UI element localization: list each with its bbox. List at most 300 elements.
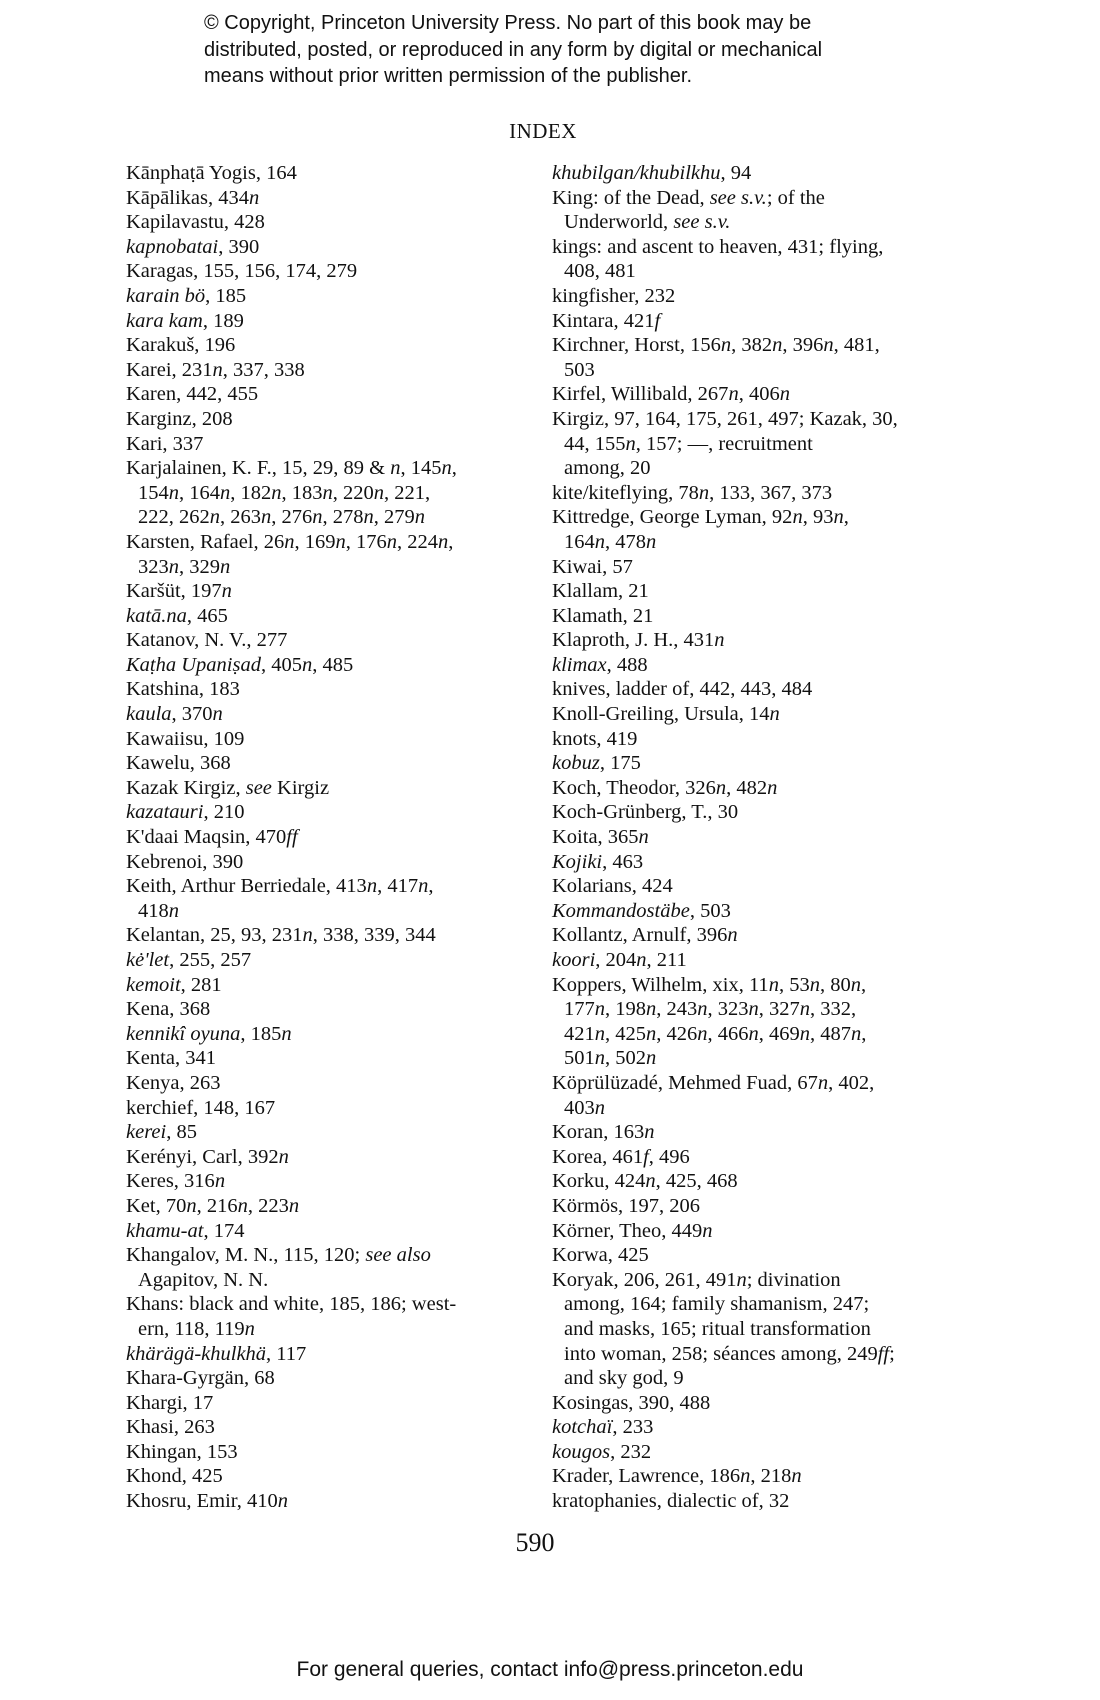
index-text: see s.v.	[673, 211, 731, 234]
index-text: Kawelu, 368	[126, 752, 231, 775]
index-text: n	[646, 530, 657, 553]
index-entry	[552, 899, 972, 924]
index-text: King: of the Dead,	[552, 186, 710, 209]
index-text: into woman, 258; séances among, 249	[564, 1342, 878, 1365]
index-text: n	[748, 998, 759, 1021]
index-entry	[126, 579, 546, 604]
index-text: , 426	[656, 1022, 698, 1045]
index-text: Kāpālikas, 434	[126, 186, 249, 209]
index-text: kaula	[126, 703, 172, 726]
index-text: n	[373, 481, 384, 504]
index-text: , 94	[720, 162, 752, 184]
index-text: n	[638, 826, 649, 849]
index-text: n	[715, 776, 727, 799]
index-text: kara kam	[126, 309, 203, 332]
footer-contact: For general queries, contact info@press.princeton.edu	[296, 1658, 804, 1681]
index-text: Ket, 70	[126, 1194, 187, 1217]
index-text: Körmös, 197, 206	[552, 1194, 701, 1217]
copyright-line: means without prior written permission of the publisher.	[204, 65, 693, 87]
index-entry	[126, 1046, 546, 1071]
index-text: , 279	[373, 506, 415, 529]
index-text: , 463	[602, 850, 644, 873]
index-text: n	[220, 481, 231, 504]
index-text: n	[168, 555, 179, 578]
index-text: Kenya, 263	[126, 1071, 221, 1094]
index-text: n	[779, 383, 790, 406]
index-entry	[552, 309, 972, 334]
index-text: Krader, Lawrence, 186	[552, 1465, 741, 1488]
index-text: Kirgiz, 97, 164, 175, 261, 497; Kazak, 30,	[552, 407, 898, 430]
index-text: n	[799, 1022, 810, 1045]
index-entry-continuation	[552, 1096, 972, 1121]
index-text: n	[418, 875, 429, 898]
index-text: Klamath, 21	[552, 604, 654, 627]
page-heading: INDEX	[509, 119, 577, 143]
index-text: , 182	[230, 481, 272, 504]
index-text: , 145	[400, 457, 442, 480]
index-entry	[126, 161, 546, 186]
index-entry	[126, 825, 546, 850]
index-entry-continuation	[552, 210, 972, 235]
index-text: , 174	[203, 1219, 245, 1242]
index-text: , 93	[802, 506, 834, 529]
index-text: n	[791, 1465, 802, 1488]
index-text: n	[168, 481, 179, 504]
index-text: , 204	[595, 949, 637, 971]
index-text: n	[302, 924, 313, 947]
index-text: kingfisher, 232	[552, 284, 676, 307]
index-text: n	[625, 432, 636, 455]
index-entry	[552, 973, 972, 998]
index-entry	[126, 751, 546, 776]
index-text: Karen, 442, 455	[126, 383, 259, 406]
index-text: , 276	[271, 506, 313, 529]
index-text: n	[288, 1194, 300, 1217]
index-text: n	[312, 506, 323, 529]
index-text: katā.na	[126, 604, 187, 627]
index-text: , 85	[166, 1121, 197, 1144]
index-text: ;	[889, 1342, 895, 1365]
index-text: Kojiki	[552, 850, 603, 873]
index-text: Katanov, N. V., 277	[126, 629, 288, 652]
index-text: Kānphaṭā Yogis, 164	[126, 162, 297, 184]
index-text: , 117	[266, 1342, 307, 1365]
index-text: n	[301, 653, 313, 676]
index-text: n	[727, 924, 738, 947]
index-text: Katshina, 183	[126, 678, 240, 701]
index-text: , 281	[180, 973, 222, 996]
index-text: n	[277, 1490, 289, 1513]
index-entry	[552, 628, 972, 653]
index-text: Koch, Theodor, 326	[552, 776, 716, 799]
index-text: kite/kiteflying, 78	[552, 481, 699, 504]
index-text: n	[799, 998, 810, 1021]
index-text: Kosingas, 390, 488	[552, 1391, 711, 1414]
index-text: , 157; —, recruitment	[635, 432, 813, 455]
copyright-line: © Copyright, Princeton University Press. No part of this book may be	[204, 12, 812, 34]
index-text: n	[594, 1022, 605, 1045]
index-text: Kolarians, 424	[552, 875, 673, 898]
index-entry-continuation	[552, 259, 972, 284]
index-text: Koita, 365	[552, 826, 639, 849]
index-entry	[126, 1489, 546, 1514]
index-text: Khond, 425	[126, 1465, 223, 1488]
index-entry	[552, 284, 972, 309]
index-entry	[126, 800, 546, 825]
index-text: , 337, 338	[222, 358, 305, 381]
index-text: kennikî oyuna	[126, 1022, 241, 1045]
index-text: ern, 118, 119	[138, 1317, 245, 1340]
index-text: Koppers, Wilhelm, xix, 11	[552, 973, 769, 996]
index-text: n	[792, 506, 803, 529]
index-text: 323	[138, 555, 169, 578]
index-text: , 263	[220, 506, 261, 529]
index-text: and sky god, 9	[564, 1367, 684, 1390]
index-entry	[552, 677, 972, 702]
index-text: Karjalainen, K. F., 15, 29, 89 &	[126, 457, 391, 480]
index-text: , 278	[322, 506, 364, 529]
copyright-notice	[204, 10, 964, 90]
index-text: n	[214, 1170, 226, 1193]
index-text: n	[736, 1268, 747, 1291]
index-entry-continuation	[552, 432, 972, 457]
index-text: 44, 155	[564, 432, 626, 455]
index-text: Korea, 461	[552, 1145, 644, 1168]
index-entry	[552, 923, 972, 948]
index-text: , 211	[646, 949, 687, 971]
index-text: n	[244, 1317, 255, 1340]
index-entry	[552, 1145, 972, 1170]
index-text: , 417	[377, 875, 419, 898]
index-text: Kirgiz	[271, 776, 330, 799]
index-entry	[126, 1391, 546, 1416]
index-text: n	[414, 506, 425, 529]
index-text: Kollantz, Arnulf, 396	[552, 924, 728, 947]
index-text: , 133, 367, 373	[709, 481, 833, 504]
index-entry	[126, 727, 546, 752]
index-text: , 183	[281, 481, 323, 504]
index-entry	[126, 653, 546, 678]
index-text: , 221,	[384, 481, 431, 504]
index-entry	[126, 1219, 546, 1244]
index-text: , 496	[648, 1145, 690, 1168]
index-text: Keith, Arthur Berriedale, 413	[126, 875, 367, 898]
index-entry	[126, 1342, 546, 1367]
index-entry	[552, 1440, 972, 1465]
index-text: , 169	[294, 530, 336, 553]
index-text: , 382	[731, 334, 773, 357]
index-text: 222, 262	[138, 506, 210, 529]
index-entry	[552, 825, 972, 850]
index-text: , 176	[345, 530, 387, 553]
index-text: n	[168, 899, 179, 922]
index-text: Klallam, 21	[552, 580, 649, 603]
index-text: see also	[365, 1244, 431, 1267]
index-entry	[552, 555, 972, 580]
index-entry	[552, 1268, 972, 1293]
index-text: n	[594, 530, 605, 553]
index-entry-continuation	[552, 997, 972, 1022]
index-text: n	[366, 875, 378, 898]
index-entry	[552, 1464, 972, 1489]
index-entry	[552, 186, 972, 211]
index-text: Kebrenoi, 390	[126, 850, 244, 873]
index-entry	[126, 776, 546, 801]
index-text: n	[817, 1071, 829, 1094]
index-text: Koryak, 206, 261, 491	[552, 1268, 737, 1291]
index-text: , 402,	[828, 1071, 875, 1094]
index-text: 418	[138, 899, 169, 922]
index-text: K'daai Maqsin, 470	[126, 826, 287, 849]
index-text: 503	[564, 358, 595, 381]
index-text: , 338, 339, 344	[312, 924, 436, 947]
index-text: , 390	[218, 235, 260, 258]
index-entry	[126, 1120, 546, 1145]
index-text: ,	[448, 530, 454, 553]
index-text: f	[643, 1145, 649, 1168]
index-text: n	[697, 1022, 708, 1045]
index-entry	[126, 210, 546, 235]
index-text: , 189	[202, 309, 244, 332]
index-text: 421	[564, 1022, 595, 1045]
index-entry-continuation	[126, 1268, 546, 1293]
index-text: , 232	[610, 1440, 652, 1463]
index-text: n	[237, 1194, 248, 1217]
index-text: Khingan, 153	[126, 1440, 238, 1463]
index-entry	[552, 1120, 972, 1145]
index-entry	[126, 407, 546, 432]
index-text: , 323	[707, 998, 749, 1021]
index-text: Kirfel, Willibald, 267	[552, 383, 729, 406]
index-text: Khargi, 17	[126, 1391, 214, 1414]
index-entry-continuation	[552, 1317, 972, 1342]
index-entry	[552, 161, 972, 186]
index-text: kazatauri	[126, 801, 204, 824]
index-text: Khosru, Emir, 410	[126, 1490, 278, 1513]
index-text: , 175	[599, 752, 641, 775]
index-text: Karei, 231	[126, 358, 213, 381]
index-entry	[126, 604, 546, 629]
index-entry	[126, 456, 546, 481]
index-text: Kirchner, Horst, 156	[552, 334, 721, 357]
copyright-line: distributed, posted, or reproduced in any form by digital or mechanical	[204, 38, 823, 61]
index-entry	[552, 235, 972, 260]
index-text: , 185	[240, 1022, 282, 1045]
index-text: , 223	[247, 1194, 289, 1217]
index-entry	[126, 1415, 546, 1440]
index-text: n	[767, 776, 778, 799]
index-text: n	[220, 555, 231, 578]
index-column-left	[126, 161, 546, 1514]
index-entry	[552, 702, 972, 727]
index-text: n	[809, 973, 820, 996]
index-text: , 503	[689, 899, 731, 922]
index-text: n	[702, 1219, 713, 1242]
index-text: khärägä-khulkhä	[126, 1342, 267, 1365]
index-text: Kerényi, Carl, 392	[126, 1145, 279, 1168]
index-text: n	[644, 1121, 655, 1144]
index-entry	[126, 997, 546, 1022]
index-entry	[126, 948, 546, 973]
index-text: , 502	[605, 1047, 646, 1070]
index-entry	[126, 1243, 546, 1268]
index-text: ,	[843, 506, 849, 529]
index-text: Korwa, 425	[552, 1244, 649, 1267]
index-text: see s.v.	[709, 186, 767, 209]
index-text: , 210	[203, 801, 245, 824]
index-column-right	[552, 161, 972, 1514]
index-text: klimax	[552, 653, 607, 676]
index-text: n	[221, 580, 232, 603]
index-entry	[552, 948, 972, 973]
index-entry	[126, 923, 546, 948]
index-text: , 466	[707, 1022, 749, 1045]
index-entry	[552, 382, 972, 407]
index-text: 501	[564, 1047, 595, 1070]
index-text: Kintara, 421	[552, 309, 655, 332]
index-text: n	[322, 481, 333, 504]
index-text: , 164	[179, 481, 220, 504]
index-entry	[126, 309, 546, 334]
index-text: Klaproth, J. H., 431	[552, 629, 715, 652]
index-text: Kelantan, 25, 93, 231	[126, 924, 303, 947]
index-text: , 224	[397, 530, 438, 553]
index-text: n	[772, 334, 783, 357]
index-entry	[126, 358, 546, 383]
index-entry	[552, 1169, 972, 1194]
index-text: n	[284, 530, 295, 553]
index-entry-continuation	[126, 899, 546, 924]
index-text: n	[823, 334, 834, 357]
index-text: Karšüt, 197	[126, 580, 222, 603]
index-entry	[126, 1145, 546, 1170]
index-text: Kommandostäbe	[552, 899, 690, 922]
index-entry	[126, 702, 546, 727]
index-entry-continuation	[126, 1317, 546, 1342]
index-text: Koran, 163	[552, 1121, 645, 1144]
index-entry	[552, 874, 972, 899]
index-text: , 425, 468	[655, 1170, 738, 1193]
index-entry	[126, 677, 546, 702]
index-text: n	[363, 506, 374, 529]
index-text: f	[654, 309, 661, 332]
index-text: n	[636, 949, 647, 971]
index-text: , 233	[612, 1416, 654, 1439]
index-text: , 396	[782, 334, 824, 357]
index-text: kerei	[126, 1121, 167, 1144]
index-entry-continuation	[552, 1046, 972, 1071]
index-text: , 481,	[833, 334, 880, 357]
index-text: n	[271, 481, 282, 504]
index-text: n	[646, 998, 657, 1021]
index-entry-continuation	[552, 1342, 972, 1367]
index-text: n	[728, 383, 739, 406]
index-text: , 332,	[810, 998, 857, 1021]
index-entry	[126, 1169, 546, 1194]
index-entry	[552, 776, 972, 801]
index-text: n	[278, 1145, 289, 1168]
index-text: ; divination	[746, 1268, 841, 1291]
index-entry	[552, 800, 972, 825]
index-text: n	[212, 703, 223, 726]
index-entry-continuation	[552, 456, 972, 481]
index-entry	[552, 505, 972, 530]
index-text: n	[386, 530, 397, 553]
index-text: Kenta, 341	[126, 1047, 216, 1070]
index-text: Koch-Grünberg, T., 30	[552, 801, 739, 824]
index-text: n	[768, 973, 779, 996]
index-text: kerchief, 148, 167	[126, 1096, 276, 1119]
index-entry	[552, 579, 972, 604]
index-text: Kittredge, George Lyman, 92	[552, 506, 793, 529]
index-text: n	[441, 457, 452, 480]
index-text: n	[594, 1096, 605, 1119]
index-text: Kari, 337	[126, 432, 204, 455]
index-entry-continuation	[126, 505, 546, 530]
index-text: n	[335, 530, 346, 553]
index-text: , 485	[312, 653, 354, 676]
index-text: , 218	[750, 1465, 792, 1488]
index-entry	[126, 235, 546, 260]
index-entry	[126, 1440, 546, 1465]
index-text: Körner, Theo, 449	[552, 1219, 703, 1242]
index-text: Karsten, Rafael, 26	[126, 530, 285, 553]
index-entry	[126, 973, 546, 998]
index-text: ; of the	[766, 186, 825, 209]
index-text: n	[769, 703, 780, 726]
index-text: kratophanies, dialectic of, 32	[552, 1490, 790, 1513]
index-entry	[552, 1415, 972, 1440]
index-text: n	[850, 973, 861, 996]
index-text: Karginz, 208	[126, 407, 233, 430]
index-entry	[126, 284, 546, 309]
index-text: n	[646, 1022, 657, 1045]
index-entry	[552, 1194, 972, 1219]
index-text: Karagas, 155, 156, 174, 279	[126, 260, 358, 283]
index-text: n	[748, 1022, 759, 1045]
index-text: Karakuš, 196	[126, 334, 236, 357]
index-text: kotchaï	[552, 1416, 613, 1439]
index-text: Kawaiisu, 109	[126, 727, 245, 750]
index-text: 403	[564, 1096, 595, 1119]
index-entry	[552, 727, 972, 752]
index-text: Korku, 424	[552, 1170, 646, 1193]
index-text: n	[594, 1047, 605, 1070]
index-text: kemoit	[126, 973, 181, 996]
index-text: , 243	[656, 998, 698, 1021]
index-entry	[552, 333, 972, 358]
index-text: kobuz	[552, 752, 600, 775]
index-text: among, 20	[564, 457, 651, 480]
index-entry	[126, 432, 546, 457]
index-entry	[552, 407, 972, 432]
index-text: n	[833, 506, 844, 529]
index-entry-continuation	[126, 481, 546, 506]
index-text: Kaṭha Upaniṣad	[126, 653, 261, 676]
index-entry	[126, 850, 546, 875]
index-text: knives, ladder of, 442, 443, 484	[552, 678, 813, 701]
index-text: n	[209, 506, 220, 529]
index-text: n	[720, 334, 732, 357]
index-text: khubilgan/khubilkhu	[552, 162, 721, 184]
index-entry-continuation	[552, 358, 972, 383]
index-text: , 406	[738, 383, 780, 406]
index-text: , 80	[819, 973, 851, 996]
index-text: , 255, 257	[169, 949, 252, 971]
index-text: n	[212, 358, 223, 381]
index-text: n	[740, 1465, 751, 1488]
index-text: , 370	[171, 703, 213, 726]
